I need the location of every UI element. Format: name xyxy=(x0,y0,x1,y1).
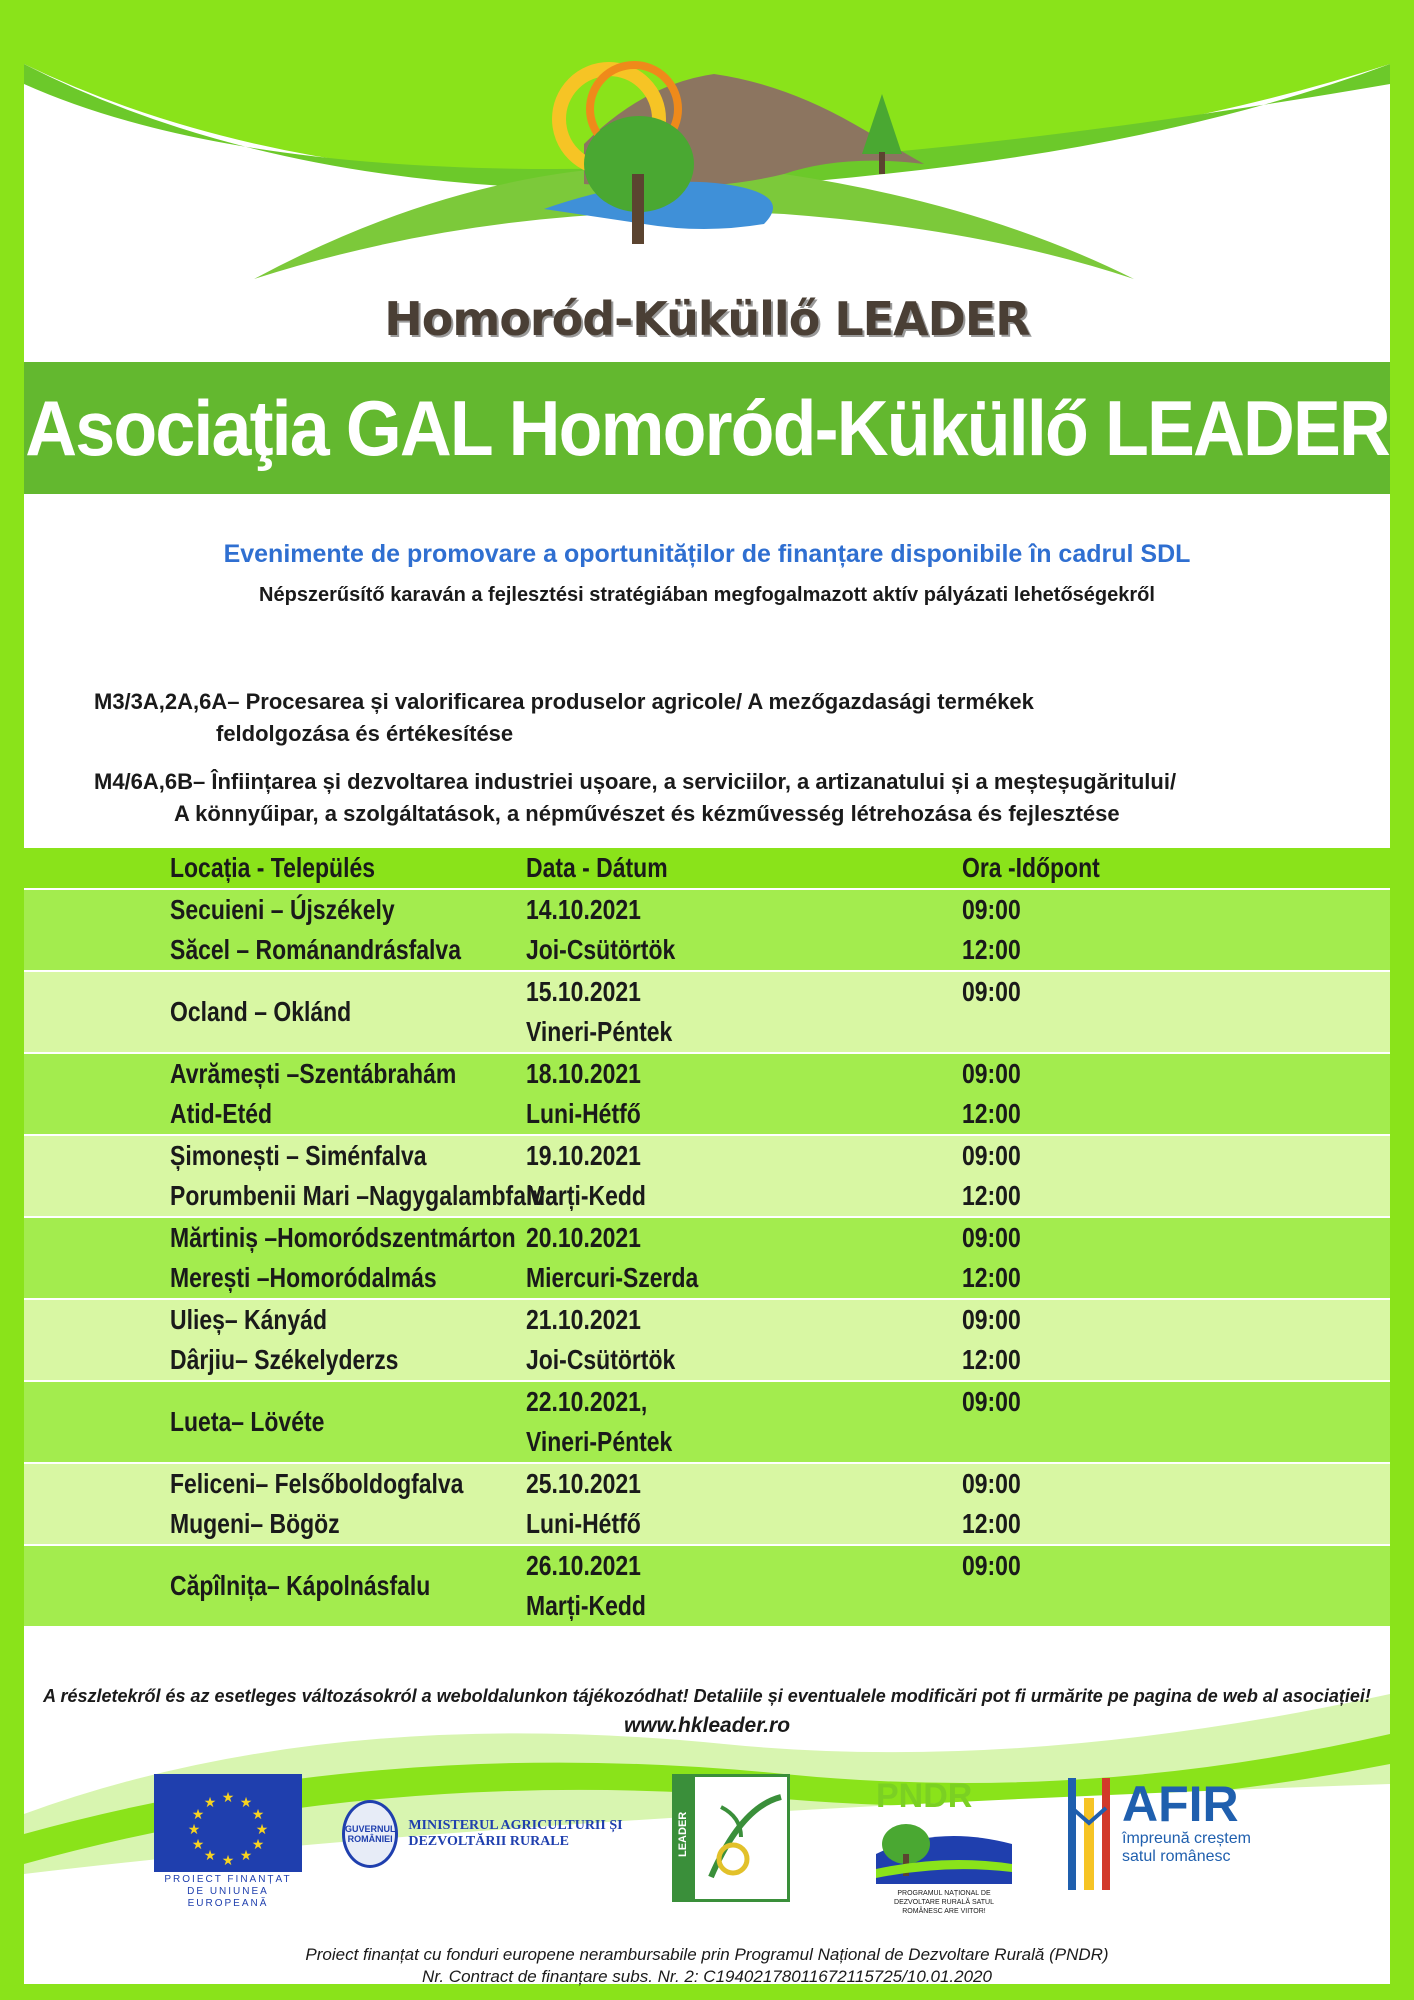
subtitle-romanian: Evenimente de promovare a oportunităților de finanțare disponibile în cadrul SDL xyxy=(223,540,1191,568)
title-bar xyxy=(24,362,1390,494)
leader-logo xyxy=(672,1774,790,1902)
day-cell: Luni-Hétfő xyxy=(526,1098,641,1129)
time-cell: 09:00 xyxy=(962,894,1021,925)
location-cell: Ulieș– Kányád xyxy=(170,1304,327,1335)
table-row xyxy=(24,1462,1390,1544)
location-cell: Porumbenii Mari –Nagygalambfalva xyxy=(170,1180,558,1211)
page-title: Asociaţia GAL Homoród-Küküllő LEADER xyxy=(25,383,1389,472)
time-cell: 09:00 xyxy=(962,1222,1021,1253)
website-link[interactable]: www.hkleader.ro xyxy=(623,1714,791,1737)
time-cell: 12:00 xyxy=(962,1508,1021,1539)
svg-text:★: ★ xyxy=(221,1790,235,1806)
measure-m3 xyxy=(94,686,1344,750)
eu-logo xyxy=(154,1774,302,1909)
header-date: Data - Dátum xyxy=(526,852,668,883)
table-row xyxy=(24,1134,1390,1216)
leader-label: LEADER xyxy=(677,1811,689,1857)
location-cell: Săcel – Románandrásfalva xyxy=(170,934,461,965)
time-cell: 12:00 xyxy=(962,934,1021,965)
measure-m3-line2: feldolgozása és értékesítése xyxy=(216,721,514,746)
day-cell: Miercuri-Szerda xyxy=(526,1262,699,1293)
time-cell: 12:00 xyxy=(962,1098,1021,1129)
pndr-caption: PROGRAMUL NAȚIONAL DE DEZVOLTARE RURALĂ SATUL ROMÂNESC ARE VIITOR! xyxy=(894,1890,994,1915)
brand-name: Homoród-Küküllő LEADER xyxy=(384,292,1030,346)
table-row xyxy=(24,1052,1390,1134)
time-cell: 09:00 xyxy=(962,1058,1021,1089)
location-cell: Lueta– Lövéte xyxy=(170,1406,325,1437)
location-cell: Feliceni– Felsőboldogfalva xyxy=(170,1468,464,1499)
day-cell: Luni-Hétfő xyxy=(526,1508,641,1539)
date-cell: 21.10.2021 xyxy=(526,1304,641,1335)
time-cell: 09:00 xyxy=(962,1468,1021,1499)
date-cell: 26.10.2021 xyxy=(526,1550,641,1581)
table-row xyxy=(24,970,1390,1052)
time-cell: 09:00 xyxy=(962,1304,1021,1335)
location-cell: Șimonești – Siménfalva xyxy=(170,1140,427,1171)
date-cell: 15.10.2021 xyxy=(526,976,641,1007)
location-cell: Secuieni – Újszékely xyxy=(170,894,395,925)
eu-flag-icon xyxy=(154,1774,302,1872)
day-cell: Marți-Kedd xyxy=(526,1590,646,1621)
time-cell: 09:00 xyxy=(962,976,1021,1007)
subtitle-hungarian: Népszerűsítő karaván a fejlesztési stratégiában megfogalmazott aktív pályázati lehetőségekről xyxy=(259,584,1155,606)
svg-text:★: ★ xyxy=(239,1848,253,1864)
table-row xyxy=(24,888,1390,970)
svg-text:★: ★ xyxy=(239,1795,253,1811)
date-cell: 25.10.2021 xyxy=(526,1468,641,1499)
measure-m4-line1: M4/6A,6B– Înființarea și dezvoltarea industriei ușoare, a serviciilor, a artizanatului și a meșteșugăritului/ xyxy=(94,769,1177,794)
info-note: A részletekről és az esetleges változásokról a weboldalunkon tájékozódhat! Detaliile și eventualele modificări pot fi urmărite pe pagina de web al asociației! xyxy=(43,1686,1371,1706)
time-cell: 12:00 xyxy=(962,1262,1021,1293)
afir-tagline: împreună creștem satul românesc xyxy=(1122,1830,1251,1865)
ministry-logo xyxy=(342,1794,632,1874)
location-cell: Avrămești –Szentábrahám xyxy=(170,1058,457,1089)
day-cell: Joi-Csütörtök xyxy=(526,934,676,965)
location-cell: Mugeni– Bögöz xyxy=(170,1508,340,1539)
svg-text:★: ★ xyxy=(191,1837,205,1853)
svg-text:★: ★ xyxy=(203,1795,217,1811)
time-cell: 09:00 xyxy=(962,1386,1021,1417)
time-cell: 12:00 xyxy=(962,1344,1021,1375)
svg-text:★: ★ xyxy=(187,1822,201,1838)
location-cell: Dârjiu– Székelyderzs xyxy=(170,1344,399,1375)
date-cell: 14.10.2021 xyxy=(526,894,641,925)
table-row xyxy=(24,1216,1390,1298)
poster xyxy=(24,24,1390,1986)
table-row xyxy=(24,1544,1390,1626)
government-seal-icon: GUVERNUL ROMÂNIEI xyxy=(342,1800,398,1868)
svg-text:★: ★ xyxy=(251,1807,265,1823)
pndr-logo xyxy=(876,1777,1012,1915)
location-cell: Căpîlnița– Kápolnásfalu xyxy=(170,1570,431,1601)
ministry-name: MINISTERUL AGRICULTURII ȘI DEZVOLTĂRII RURALE xyxy=(408,1818,623,1849)
svg-text:★: ★ xyxy=(221,1853,235,1869)
table-row xyxy=(24,1298,1390,1380)
day-cell: Vineri-Péntek xyxy=(526,1016,673,1047)
table-header xyxy=(24,848,1390,888)
funding-line-2: Nr. Contract de finanțare subs. Nr. 2: C19402178011672115725/10.01.2020 xyxy=(422,1967,992,1986)
svg-text:★: ★ xyxy=(191,1807,205,1823)
svg-text:★: ★ xyxy=(255,1822,269,1838)
afir-label: AFIR xyxy=(1122,1776,1239,1832)
day-cell: Joi-Csütörtök xyxy=(526,1344,676,1375)
eu-caption: PROIECT FINANȚAT DE UNIUNEA EUROPEANĂ xyxy=(164,1874,292,1909)
location-cell: Merești –Homoródalmás xyxy=(170,1262,437,1293)
date-cell: 18.10.2021 xyxy=(526,1058,641,1089)
date-cell: 22.10.2021, xyxy=(526,1386,648,1417)
day-cell: Marți-Kedd xyxy=(526,1180,646,1211)
schedule-table xyxy=(24,848,1390,1626)
date-cell: 20.10.2021 xyxy=(526,1222,641,1253)
funding-info xyxy=(24,1944,1390,1988)
measure-m3-line1: M3/3A,2A,6A– Procesarea și valorificarea produselor agricole/ A mezőgazdasági termékek xyxy=(94,689,1034,714)
svg-text:★: ★ xyxy=(203,1848,217,1864)
afir-emblem-icon xyxy=(1064,1778,1114,1890)
day-cell: Vineri-Péntek xyxy=(526,1426,673,1457)
location-cell: Atid-Etéd xyxy=(170,1098,273,1129)
table-row xyxy=(24,1380,1390,1462)
location-cell: Ocland – Oklánd xyxy=(170,996,352,1027)
pndr-label: PNDR xyxy=(876,1777,973,1815)
leader-emblem-icon xyxy=(701,1787,785,1891)
location-cell: Mărtiniș –Homoródszentmárton xyxy=(170,1222,516,1253)
measure-m4 xyxy=(94,766,1344,830)
time-cell: 09:00 xyxy=(962,1140,1021,1171)
svg-text:★: ★ xyxy=(251,1837,265,1853)
header-time: Ora -Időpont xyxy=(962,852,1100,883)
time-cell: 12:00 xyxy=(962,1180,1021,1211)
afir-logo xyxy=(1064,1778,1284,1898)
header-location: Locația - Település xyxy=(170,852,375,883)
pndr-landscape-icon xyxy=(876,1814,1012,1884)
funding-line-1: Proiect finanțat cu fonduri europene nerambursabile prin Programul Național de Dezvoltare Rurală (PNDR) xyxy=(305,1945,1109,1964)
time-cell: 09:00 xyxy=(962,1550,1021,1581)
date-cell: 19.10.2021 xyxy=(526,1140,641,1171)
measure-m4-line2: A könnyűipar, a szolgáltatások, a népművészet és kézművesség létrehozása és fejlesztése xyxy=(174,801,1120,826)
